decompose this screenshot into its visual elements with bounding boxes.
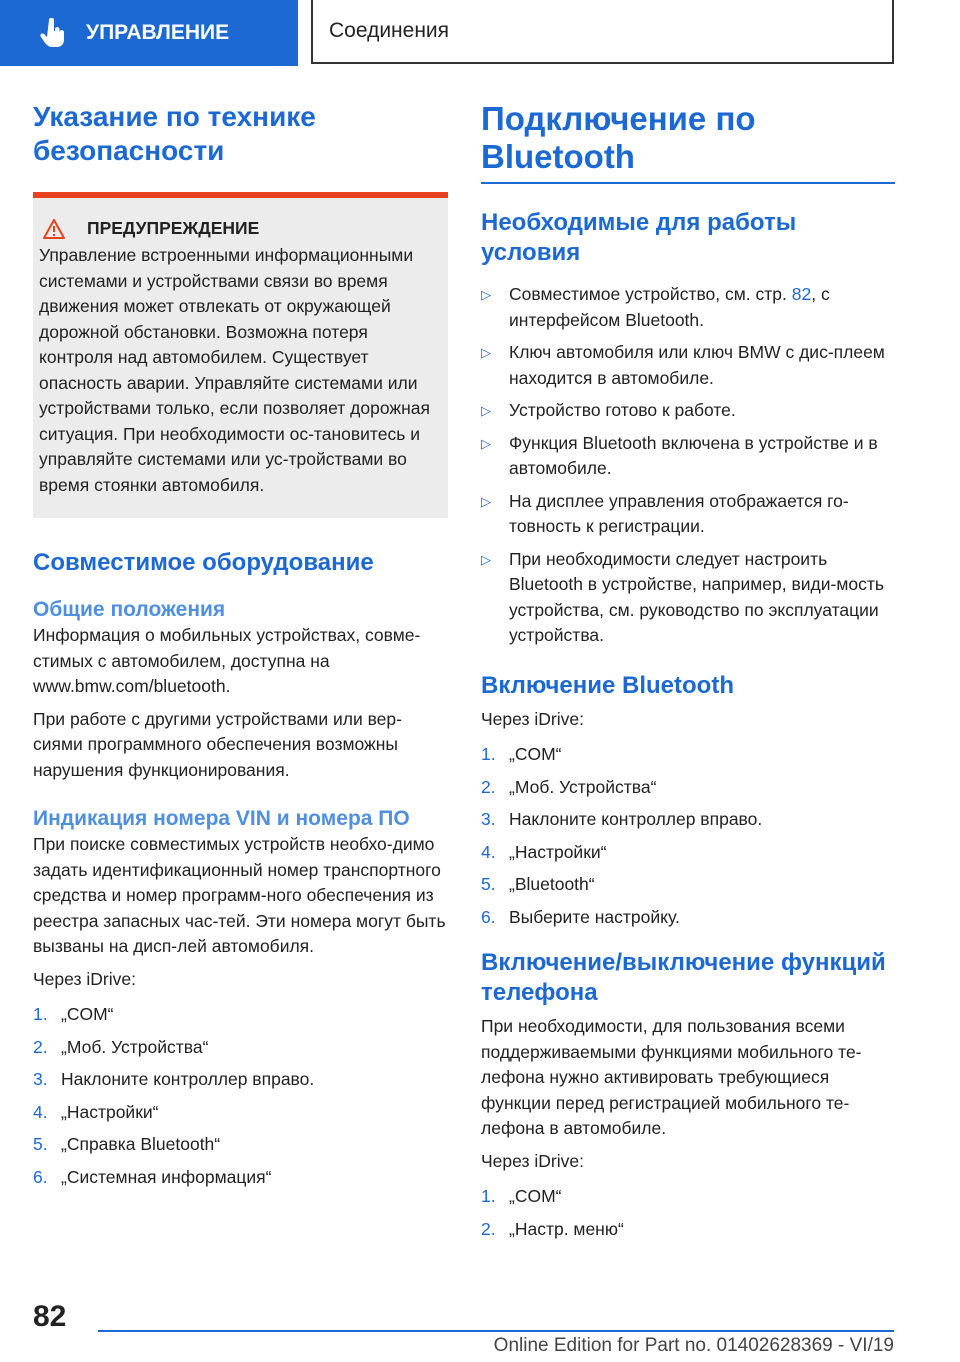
list-item: ▷ Ключ автомобиля или ключ BMW с дис-плеем находится в автомобиле.	[481, 340, 895, 391]
list-item: ▷ Устройство готово к работе.	[481, 398, 895, 424]
triangle-bullet-icon: ▷	[481, 493, 491, 509]
vin-heading: Индикация номера VIN и номера ПО	[33, 807, 410, 830]
footer-divider	[98, 1330, 894, 1332]
vin-via: Через iDrive:	[33, 968, 136, 989]
section-label: УПРАВЛЕНИЕ	[86, 21, 230, 44]
compat-heading: Совместимое оборудование	[33, 549, 374, 576]
bt-on-steps-list	[481, 742, 895, 930]
phone-functions-heading: Включение/выключение функций телефона	[481, 949, 886, 1006]
bt-on-via: Через iDrive:	[481, 708, 584, 729]
list-item: 5. „Справка Bluetooth“	[33, 1134, 221, 1154]
list-item: ▷ Функция Bluetooth включена в устройстве и в автомобиле.	[481, 431, 895, 482]
list-item: 2. „Настр. меню“	[481, 1218, 624, 1239]
vin-paragraph: При поиске совместимых устройств необхо-димо задать идентификационный номер транспортного средства и номер программ-ного обеспечения из реестра запасных час-тей. Эти номера могут быть вызваны на дисп-лей автомобиля.	[33, 834, 446, 956]
triangle-bullet-icon: ▷	[481, 551, 491, 567]
list-item: 4. „Настройки“	[481, 841, 607, 862]
warning-title-row	[37, 218, 446, 239]
list-item: 2. „Моб. Устройства“	[33, 1036, 209, 1057]
warning-triangle-icon	[43, 219, 65, 239]
list-item: 5. „Bluetooth“	[481, 874, 595, 894]
chapter-label: Соединения	[329, 19, 450, 42]
page-link[interactable]: 82	[791, 284, 812, 304]
general-paragraph-2: При работе с другими устройствами или вер-сиями программного обеспечения возможны нарушения функционирования.	[33, 708, 402, 780]
list-item: 3. Наклоните контроллер вправо.	[33, 1069, 315, 1089]
list-item: 2. „Моб. Устройства“	[481, 776, 657, 797]
edition-note: Online Edition for Part no. 01402628369 - VI/19	[493, 1335, 894, 1356]
phone-via: Через iDrive:	[481, 1150, 584, 1171]
bt-on-heading: Включение Bluetooth	[481, 671, 734, 699]
list-item: 1. „COM“	[481, 1186, 562, 1206]
list-item: ▷ На дисплее управления отображается го-товность к регистрации.	[481, 489, 895, 540]
general-heading: Общие положения	[33, 598, 226, 621]
right-column	[481, 100, 895, 1249]
chapter-header	[311, 0, 894, 64]
section-tab	[0, 0, 298, 66]
list-item: 1. „COM“	[481, 744, 562, 764]
list-item: 3. Наклоните контроллер вправо.	[481, 809, 763, 829]
phone-steps-list	[481, 1184, 895, 1242]
general-paragraph-1: Информация о мобильных устройствах, совме-стимых с автомобилем, доступна на www.bmw.com/bluetooth.	[33, 625, 421, 696]
list-item: 6. Выберите настройку.	[481, 906, 680, 927]
bluetooth-heading: Подключение по Bluetooth	[481, 100, 895, 184]
triangle-bullet-icon: ▷	[481, 403, 491, 418]
left-column	[33, 100, 448, 1197]
hand-pointer-icon	[40, 18, 66, 48]
list-item: 4. „Настройки“	[33, 1101, 159, 1122]
triangle-bullet-icon: ▷	[481, 435, 491, 451]
phone-paragraph: При необходимости, для пользования всеми поддерживаемыми функциями мобильного те-лефона нужно активировать требующиеся функции перед регистрацией мобильного те-лефона в автомобиле.	[481, 1016, 862, 1138]
requirements-heading: Необходимые для работы условия	[481, 209, 797, 266]
page-number: 82	[33, 1300, 67, 1333]
list-item: 1. „COM“	[33, 1004, 114, 1024]
safety-heading: Указание по технике безопасности	[33, 101, 316, 166]
list-item: 6. „Системная информация“	[33, 1166, 272, 1187]
requirements-list	[481, 282, 895, 649]
warning-box	[33, 192, 448, 518]
warning-title: ПРЕДУПРЕЖДЕНИЕ	[87, 218, 260, 238]
triangle-bullet-icon: ▷	[481, 287, 491, 302]
vin-steps-list	[33, 1002, 448, 1190]
list-item: ▷ Совместимое устройство, см. стр. 82, с интерфейсом Bluetooth.	[481, 282, 895, 333]
warning-body: Управление встроенными информационными системами и устройствами связи во время движения может отвлекать от окружающей дорожной обстановки. Возможна потеря контроля над автомобилем. Существует опасность аварии. Управляйте системами или устройствами только, если позволяет дорожная ситуация. При необходимости ос-тановитесь и управляйте системами или ус-тройствами во время стоянки автомобиля.	[39, 245, 430, 495]
triangle-bullet-icon: ▷	[481, 345, 491, 360]
list-item: ▷ При необходимости следует настроить Bluetooth в устройстве, например, види-мость устройства, см. руководство по эксплуатации устройства.	[481, 547, 895, 649]
